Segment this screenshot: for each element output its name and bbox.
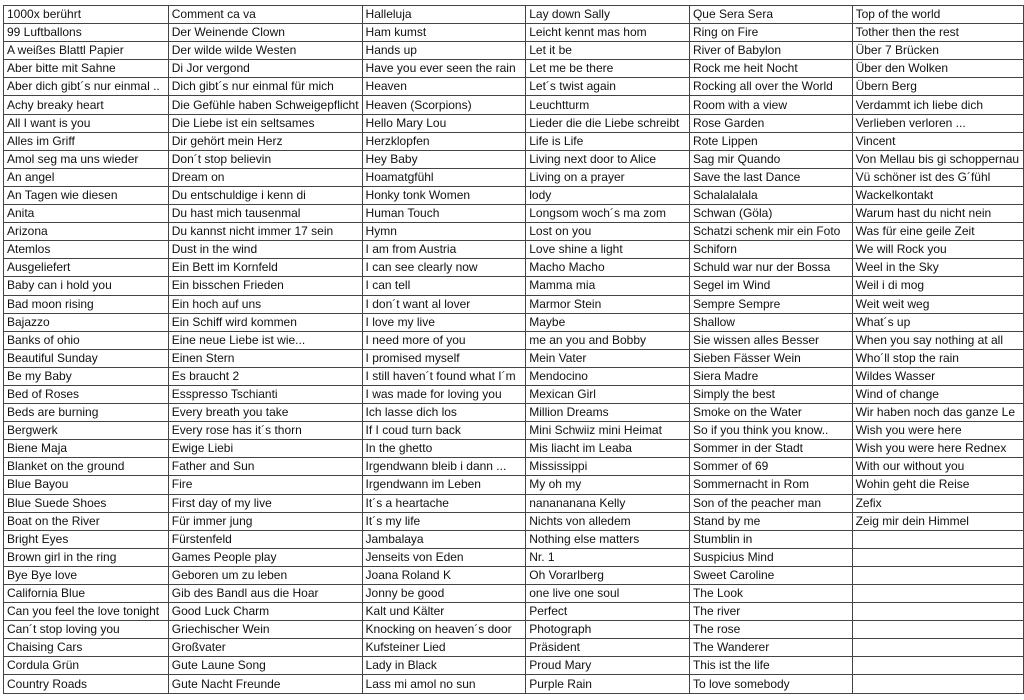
song-cell: Oh Vorarlberg	[526, 566, 690, 584]
song-cell	[852, 657, 1023, 675]
song-cell: Wind of change	[852, 385, 1023, 403]
table-row	[4, 60, 1024, 78]
song-cell	[852, 621, 1023, 639]
song-cell: Wohin geht die Reise	[852, 476, 1023, 494]
table-row	[4, 422, 1024, 440]
table-row	[4, 494, 1024, 512]
table-row	[4, 205, 1024, 223]
song-cell: Mississippi	[526, 458, 690, 476]
song-cell: I can tell	[362, 277, 526, 295]
song-cell: Good Luck Charm	[168, 603, 362, 621]
song-cell: Von Mellau bis gi schoppernau	[852, 150, 1023, 168]
song-cell: Bright Eyes	[4, 530, 169, 548]
song-cell: Honky tonk Women	[362, 186, 526, 204]
song-cell: Zeig mir dein Himmel	[852, 512, 1023, 530]
song-cell: Living on a prayer	[526, 168, 690, 186]
song-table-body	[4, 6, 1024, 694]
song-cell: me an you and Bobby	[526, 331, 690, 349]
song-cell: Tother then the rest	[852, 24, 1023, 42]
song-cell: Shallow	[689, 313, 852, 331]
song-cell: River of Babylon	[689, 42, 852, 60]
song-cell: Top of the world	[852, 6, 1023, 24]
song-cell: Herzklopfen	[362, 132, 526, 150]
song-cell: Mini Schwiiz mini Heimat	[526, 422, 690, 440]
song-cell: An Tagen wie diesen	[4, 186, 169, 204]
table-row	[4, 512, 1024, 530]
song-cell: Lady in Black	[362, 657, 526, 675]
song-cell: To love somebody	[689, 675, 852, 693]
song-cell: Kufsteiner Lied	[362, 639, 526, 657]
song-cell: With our without you	[852, 458, 1023, 476]
song-cell: Nichts von alledem	[526, 512, 690, 530]
song-cell: Ewige Liebi	[168, 440, 362, 458]
song-cell: Gib des Bandl aus die Hoar	[168, 585, 362, 603]
song-cell: It´s my life	[362, 512, 526, 530]
song-cell: Smoke on the Water	[689, 404, 852, 422]
song-cell: Son of the peacher man	[689, 494, 852, 512]
song-cell: Don´t stop believin	[168, 150, 362, 168]
table-row	[4, 476, 1024, 494]
song-cell: Bajazzo	[4, 313, 169, 331]
song-cell: Biene Maja	[4, 440, 169, 458]
song-cell: Für immer jung	[168, 512, 362, 530]
song-cell: Großvater	[168, 639, 362, 657]
song-cell: Sag mir Quando	[689, 150, 852, 168]
song-cell: Be my Baby	[4, 367, 169, 385]
table-row	[4, 530, 1024, 548]
song-cell: Griechischer Wein	[168, 621, 362, 639]
song-cell: Amol seg ma uns wieder	[4, 150, 169, 168]
song-cell	[852, 639, 1023, 657]
song-cell: Mendocino	[526, 367, 690, 385]
song-cell: Sommer in der Stadt	[689, 440, 852, 458]
table-row	[4, 223, 1024, 241]
song-cell: Rote Lippen	[689, 132, 852, 150]
song-cell: Hello Mary Lou	[362, 114, 526, 132]
song-cell: Die Liebe ist ein seltsames	[168, 114, 362, 132]
song-cell: Banks of ohio	[4, 331, 169, 349]
song-cell: Übern Berg	[852, 78, 1023, 96]
song-cell: Baby can i hold you	[4, 277, 169, 295]
song-cell: Du hast mich tausenmal	[168, 205, 362, 223]
song-cell: Stumblin in	[689, 530, 852, 548]
song-cell: Was für eine geile Zeit	[852, 223, 1023, 241]
song-cell: Boat on the River	[4, 512, 169, 530]
song-cell: Living next door to Alice	[526, 150, 690, 168]
song-cell: Mis liacht im Leaba	[526, 440, 690, 458]
song-cell: Bye Bye love	[4, 566, 169, 584]
table-row	[4, 42, 1024, 60]
song-cell: Über den Wolken	[852, 60, 1023, 78]
song-cell	[852, 530, 1023, 548]
song-cell: I promised myself	[362, 349, 526, 367]
song-cell: Weit weit weg	[852, 295, 1023, 313]
song-cell: When you say nothing at all	[852, 331, 1023, 349]
song-cell: Warum hast du nicht nein	[852, 205, 1023, 223]
table-row	[4, 150, 1024, 168]
song-cell: Irgendwann bleib i dann ...	[362, 458, 526, 476]
song-cell: nanananana Kelly	[526, 494, 690, 512]
song-cell: Eine neue Liebe ist wie...	[168, 331, 362, 349]
song-cell: Life is Life	[526, 132, 690, 150]
table-row	[4, 114, 1024, 132]
song-cell: Human Touch	[362, 205, 526, 223]
table-row	[4, 132, 1024, 150]
song-cell: Purple Rain	[526, 675, 690, 693]
table-row	[4, 96, 1024, 114]
song-cell: Schatzi schenk mir ein Foto	[689, 223, 852, 241]
song-cell: Vincent	[852, 132, 1023, 150]
song-cell: Lost on you	[526, 223, 690, 241]
song-cell: Irgendwann im Leben	[362, 476, 526, 494]
song-cell: Gute Nacht Freunde	[168, 675, 362, 693]
song-cell: Mexican Girl	[526, 385, 690, 403]
song-cell: Knocking on heaven´s door	[362, 621, 526, 639]
table-row	[4, 313, 1024, 331]
song-cell: Verdammt ich liebe dich	[852, 96, 1023, 114]
song-cell: Macho Macho	[526, 259, 690, 277]
song-cell: Marmor Stein	[526, 295, 690, 313]
song-cell: Lieder die die Liebe schreibt	[526, 114, 690, 132]
song-cell: Di Jor vergond	[168, 60, 362, 78]
song-cell: Der Weinende Clown	[168, 24, 362, 42]
song-cell: Let´s twist again	[526, 78, 690, 96]
song-cell: Ich lasse dich los	[362, 404, 526, 422]
song-cell: What´s up	[852, 313, 1023, 331]
song-cell	[852, 566, 1023, 584]
song-cell: Kalt und Kälter	[362, 603, 526, 621]
table-row	[4, 331, 1024, 349]
song-cell: Games People play	[168, 548, 362, 566]
song-cell: Sweet Caroline	[689, 566, 852, 584]
song-cell: Ring on Fire	[689, 24, 852, 42]
song-cell: Aber dich gibt´s nur einmal ..	[4, 78, 169, 96]
song-cell: Leicht kennt mas hom	[526, 24, 690, 42]
song-cell: The river	[689, 603, 852, 621]
song-cell: I was made for loving you	[362, 385, 526, 403]
table-row	[4, 277, 1024, 295]
song-cell: Anita	[4, 205, 169, 223]
song-cell: Bad moon rising	[4, 295, 169, 313]
song-cell: Atemlos	[4, 241, 169, 259]
song-cell: Hoamatgfühl	[362, 168, 526, 186]
song-cell: Dust in the wind	[168, 241, 362, 259]
song-cell: Perfect	[526, 603, 690, 621]
song-cell: Dich gibt´s nur einmal für mich	[168, 78, 362, 96]
song-cell: So if you think you know..	[689, 422, 852, 440]
song-cell: Maybe	[526, 313, 690, 331]
song-cell: I can see clearly now	[362, 259, 526, 277]
song-cell: Einen Stern	[168, 349, 362, 367]
song-cell: Suspicius Mind	[689, 548, 852, 566]
table-row	[4, 295, 1024, 313]
song-cell: My oh my	[526, 476, 690, 494]
song-cell: Hey Baby	[362, 150, 526, 168]
song-cell: Mamma mia	[526, 277, 690, 295]
song-cell	[852, 548, 1023, 566]
song-table	[3, 5, 1024, 694]
song-cell: The rose	[689, 621, 852, 639]
song-cell: Simply the best	[689, 385, 852, 403]
song-cell: Sommer of 69	[689, 458, 852, 476]
song-cell: Wackelkontakt	[852, 186, 1023, 204]
song-cell: Leuchtturm	[526, 96, 690, 114]
song-cell: Who´ll stop the rain	[852, 349, 1023, 367]
song-cell: Dream on	[168, 168, 362, 186]
song-cell: Father and Sun	[168, 458, 362, 476]
song-cell: Heaven (Scorpions)	[362, 96, 526, 114]
song-cell: Du entschuldige i kenn di	[168, 186, 362, 204]
song-cell: Hands up	[362, 42, 526, 60]
song-cell: Blanket on the ground	[4, 458, 169, 476]
song-cell: A weißes Blattl Papier	[4, 42, 169, 60]
song-cell: Nothing else matters	[526, 530, 690, 548]
song-cell: I still haven´t found what I´m	[362, 367, 526, 385]
table-row	[4, 24, 1024, 42]
song-cell: Cordula Grün	[4, 657, 169, 675]
song-cell: Schiforn	[689, 241, 852, 259]
song-cell: Fürstenfeld	[168, 530, 362, 548]
song-cell: First day of my live	[168, 494, 362, 512]
song-cell: Arizona	[4, 223, 169, 241]
table-row	[4, 548, 1024, 566]
table-row	[4, 657, 1024, 675]
song-cell: Jonny be good	[362, 585, 526, 603]
song-cell: An angel	[4, 168, 169, 186]
song-cell: Hymn	[362, 223, 526, 241]
song-cell: Million Dreams	[526, 404, 690, 422]
song-cell: Achy breaky heart	[4, 96, 169, 114]
song-cell: Ausgeliefert	[4, 259, 169, 277]
song-cell: I am from Austria	[362, 241, 526, 259]
song-cell: Lass mi amol no sun	[362, 675, 526, 693]
song-cell: Chaising Cars	[4, 639, 169, 657]
song-cell: Blue Suede Shoes	[4, 494, 169, 512]
song-cell: Gute Laune Song	[168, 657, 362, 675]
song-cell: Bergwerk	[4, 422, 169, 440]
song-cell: Wildes Wasser	[852, 367, 1023, 385]
table-row	[4, 585, 1024, 603]
song-cell: Sempre Sempre	[689, 295, 852, 313]
song-cell: Fire	[168, 476, 362, 494]
song-cell: All I want is you	[4, 114, 169, 132]
table-row	[4, 675, 1024, 693]
song-cell: Mein Vater	[526, 349, 690, 367]
song-cell: Country Roads	[4, 675, 169, 693]
song-cell: Der wilde wilde Westen	[168, 42, 362, 60]
song-cell: Every rose has it´s thorn	[168, 422, 362, 440]
table-row	[4, 603, 1024, 621]
table-row	[4, 186, 1024, 204]
song-cell: Que Sera Sera	[689, 6, 852, 24]
song-cell: Let it be	[526, 42, 690, 60]
table-row	[4, 241, 1024, 259]
song-cell: Ein bisschen Frieden	[168, 277, 362, 295]
song-cell: Lay down Sally	[526, 6, 690, 24]
song-cell: Über 7 Brücken	[852, 42, 1023, 60]
song-cell	[852, 585, 1023, 603]
table-row	[4, 639, 1024, 657]
song-cell: Ein hoch auf uns	[168, 295, 362, 313]
song-cell: Es braucht 2	[168, 367, 362, 385]
song-cell: Jambalaya	[362, 530, 526, 548]
table-row	[4, 458, 1024, 476]
song-cell: Photograph	[526, 621, 690, 639]
song-cell: Heaven	[362, 78, 526, 96]
song-cell: Halleluja	[362, 6, 526, 24]
song-cell: Wish you were here Rednex	[852, 440, 1023, 458]
table-row	[4, 385, 1024, 403]
song-cell: Let me be there	[526, 60, 690, 78]
song-cell: Weil i di mog	[852, 277, 1023, 295]
song-cell: Stand by me	[689, 512, 852, 530]
song-cell: Can´t stop loving you	[4, 621, 169, 639]
song-cell: Segel im Wind	[689, 277, 852, 295]
song-cell: Weel in the Sky	[852, 259, 1023, 277]
table-row	[4, 621, 1024, 639]
song-cell: Vü schöner ist des G´fühl	[852, 168, 1023, 186]
song-cell: It´s a heartache	[362, 494, 526, 512]
song-cell: California Blue	[4, 585, 169, 603]
table-row	[4, 6, 1024, 24]
song-cell: Every breath you take	[168, 404, 362, 422]
song-cell: Alles im Griff	[4, 132, 169, 150]
song-cell: Have you ever seen the rain	[362, 60, 526, 78]
song-cell: Rock me heit Nocht	[689, 60, 852, 78]
table-row	[4, 404, 1024, 422]
song-cell: Save the last Dance	[689, 168, 852, 186]
song-cell: Dir gehört mein Herz	[168, 132, 362, 150]
song-cell	[852, 603, 1023, 621]
song-cell: lody	[526, 186, 690, 204]
song-cell: one live one soul	[526, 585, 690, 603]
song-cell: Ein Bett im Kornfeld	[168, 259, 362, 277]
song-cell: Schalalalala	[689, 186, 852, 204]
song-cell: Joana Roland K	[362, 566, 526, 584]
song-cell: I love my live	[362, 313, 526, 331]
song-cell: Ham kumst	[362, 24, 526, 42]
song-cell: We will Rock you	[852, 241, 1023, 259]
song-cell: Nr. 1	[526, 548, 690, 566]
table-row	[4, 367, 1024, 385]
song-cell	[852, 675, 1023, 693]
song-cell: Beds are burning	[4, 404, 169, 422]
song-cell: 1000x berührt	[4, 6, 169, 24]
song-cell: Schuld war nur der Bossa	[689, 259, 852, 277]
song-cell: Longsom woch´s ma zom	[526, 205, 690, 223]
song-cell: Bed of Roses	[4, 385, 169, 403]
song-cell: Esspresso Tschianti	[168, 385, 362, 403]
song-cell: Room with a view	[689, 96, 852, 114]
song-cell: Wir haben noch das ganze Le	[852, 404, 1023, 422]
song-cell: Ein Schiff wird kommen	[168, 313, 362, 331]
song-cell: Can you feel the love tonight	[4, 603, 169, 621]
song-cell: Sommernacht in Rom	[689, 476, 852, 494]
song-cell: Wish you were here	[852, 422, 1023, 440]
song-cell: Beautiful Sunday	[4, 349, 169, 367]
table-row	[4, 440, 1024, 458]
song-cell: Die Gefühle haben Schweigepflicht	[168, 96, 362, 114]
song-cell: I don´t want al lover	[362, 295, 526, 313]
table-row	[4, 168, 1024, 186]
song-cell: The Look	[689, 585, 852, 603]
song-cell: Love shine a light	[526, 241, 690, 259]
song-cell: Jenseits von Eden	[362, 548, 526, 566]
song-cell: This ist the life	[689, 657, 852, 675]
song-cell: Verlieben verloren ...	[852, 114, 1023, 132]
song-cell: Zefix	[852, 494, 1023, 512]
song-cell: Proud Mary	[526, 657, 690, 675]
table-row	[4, 259, 1024, 277]
song-cell: Rocking all over the World	[689, 78, 852, 96]
song-cell: Blue Bayou	[4, 476, 169, 494]
song-cell: Rose Garden	[689, 114, 852, 132]
song-cell: 99 Luftballons	[4, 24, 169, 42]
song-cell: Präsident	[526, 639, 690, 657]
song-cell: Sieben Fässer Wein	[689, 349, 852, 367]
table-row	[4, 349, 1024, 367]
table-row	[4, 566, 1024, 584]
song-cell: I need more of you	[362, 331, 526, 349]
song-cell: The Wanderer	[689, 639, 852, 657]
song-cell: Aber bitte mit Sahne	[4, 60, 169, 78]
song-cell: Siera Madre	[689, 367, 852, 385]
song-cell: Schwan (Göla)	[689, 205, 852, 223]
song-cell: Sie wissen alles Besser	[689, 331, 852, 349]
song-cell: Du kannst nicht immer 17 sein	[168, 223, 362, 241]
song-cell: Geboren um zu leben	[168, 566, 362, 584]
table-row	[4, 78, 1024, 96]
song-cell: If I coud turn back	[362, 422, 526, 440]
song-cell: Comment ca va	[168, 6, 362, 24]
song-cell: In the ghetto	[362, 440, 526, 458]
song-cell: Brown girl in the ring	[4, 548, 169, 566]
